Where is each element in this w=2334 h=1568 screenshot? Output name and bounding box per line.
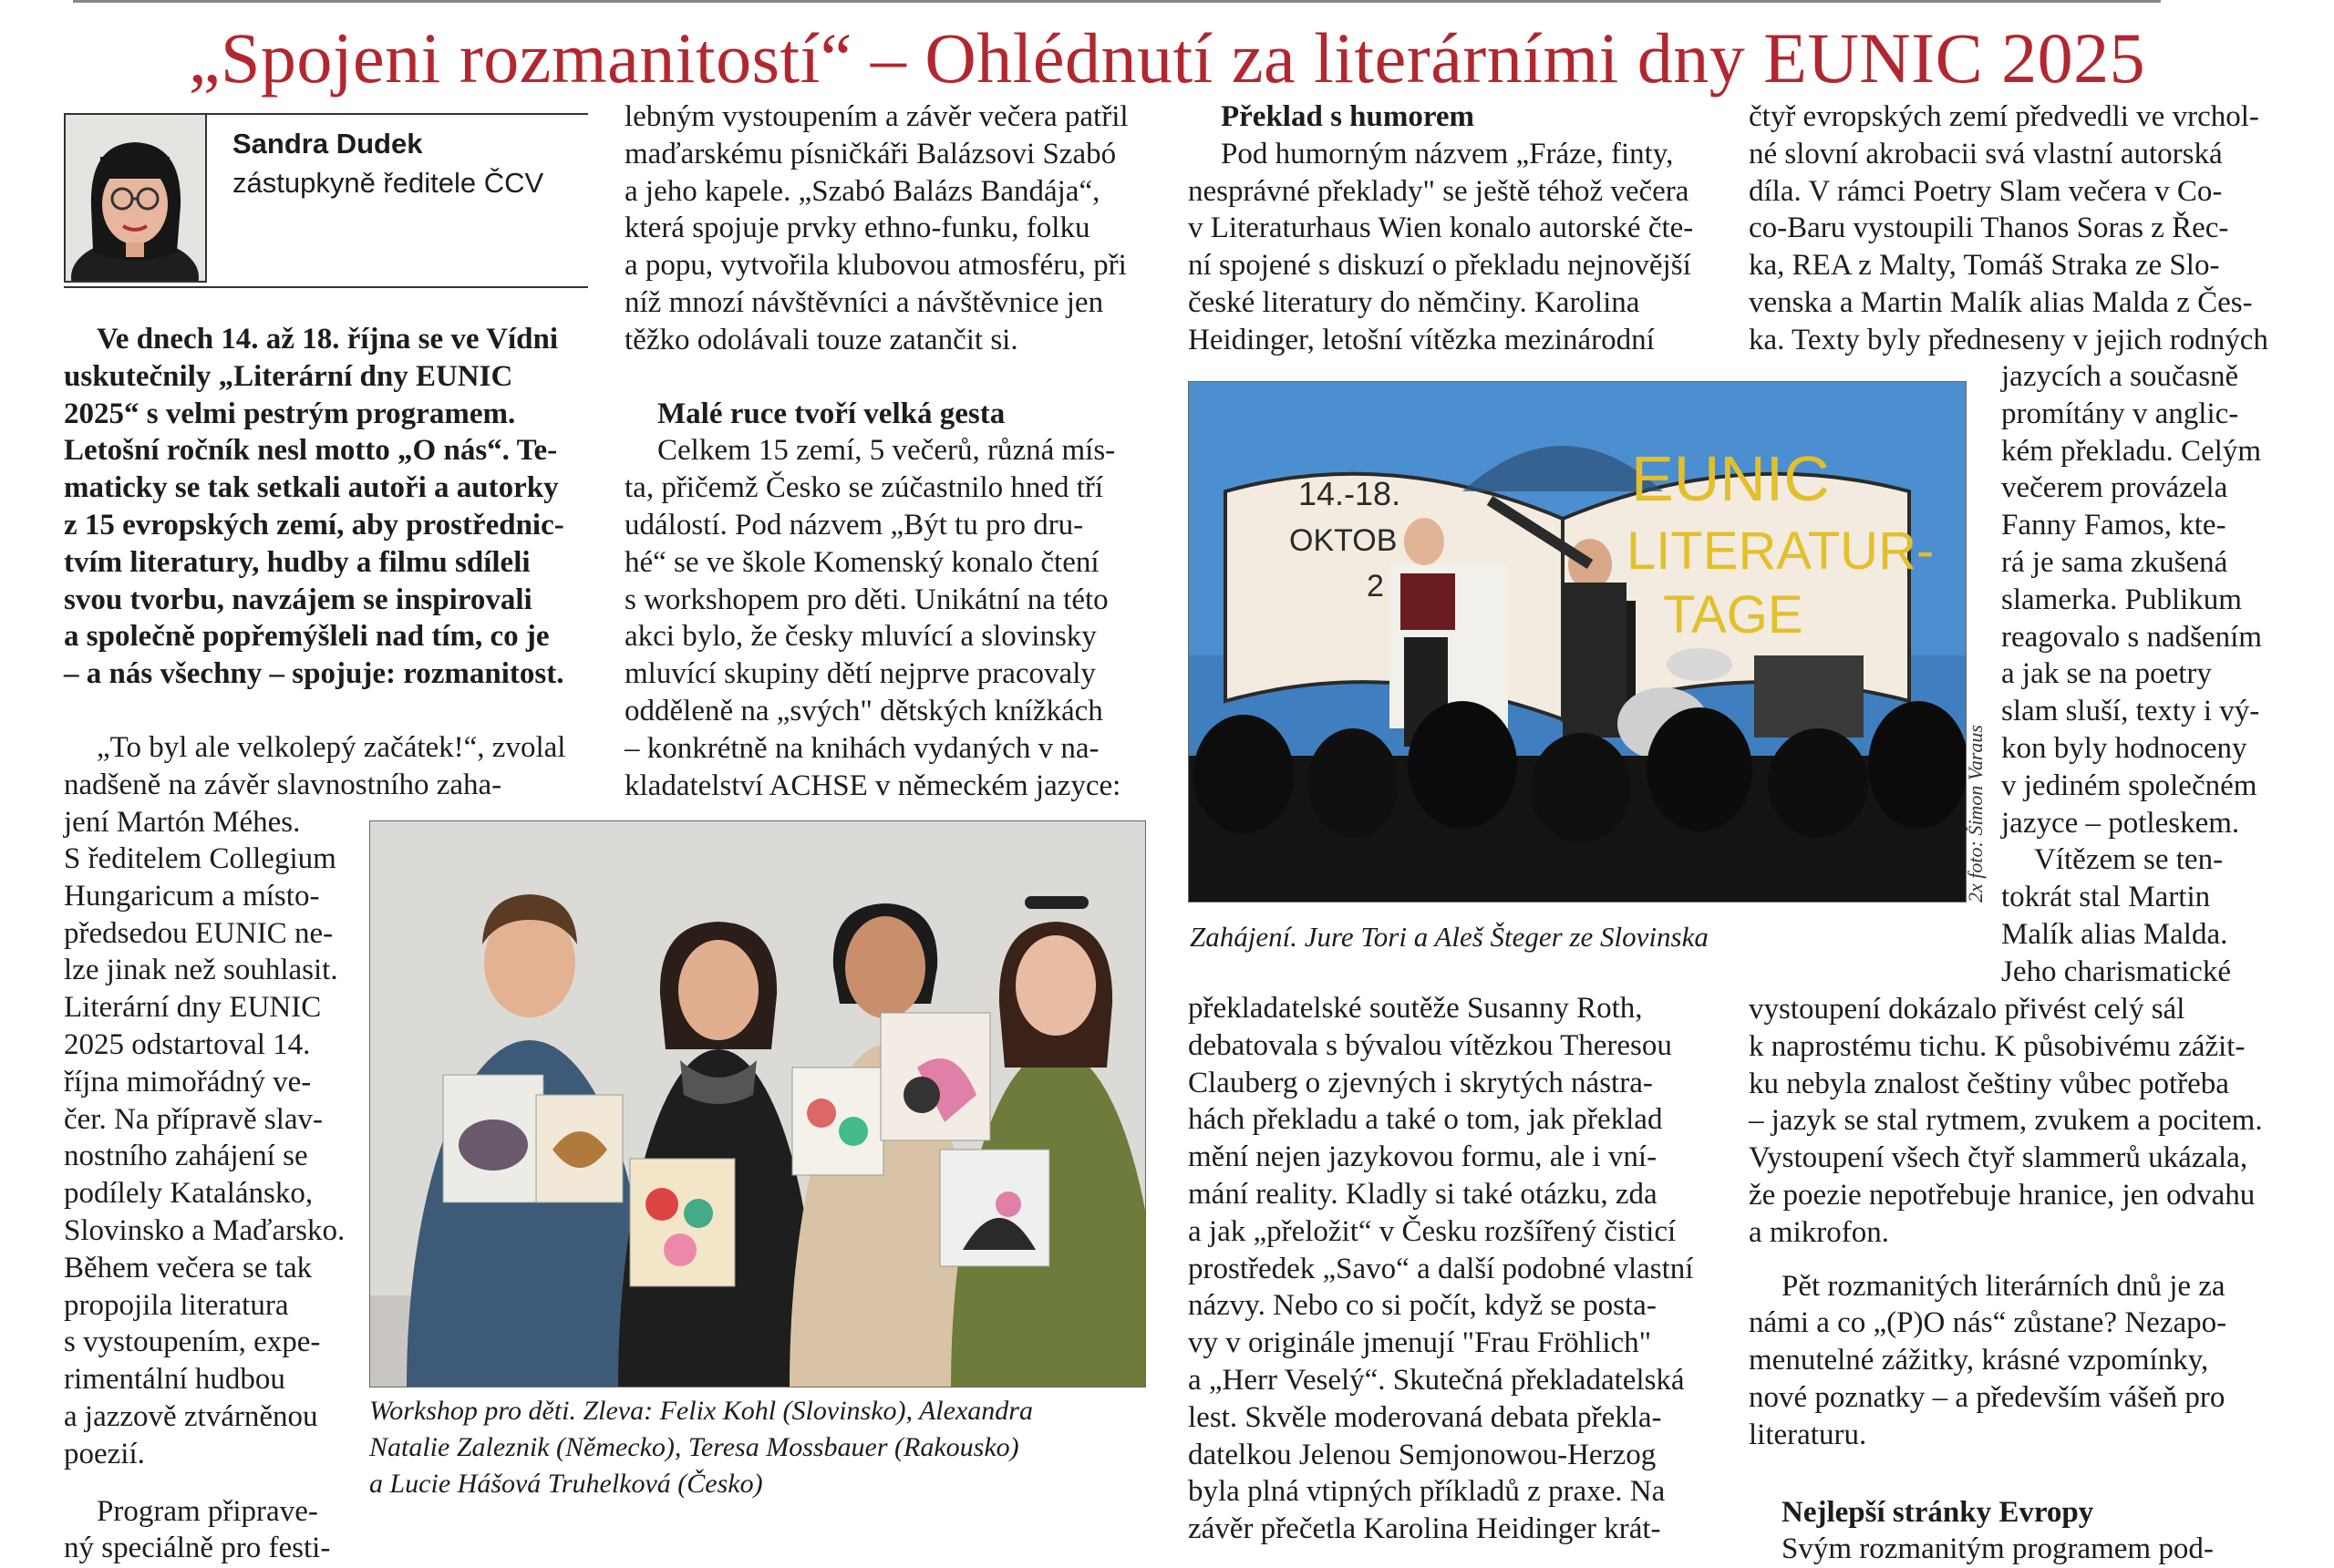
line: svou tvorbu, navzájem se inspirovali: [64, 583, 532, 616]
line: vystoupení dokázalo přivést celý sál: [1749, 993, 2185, 1026]
line: slamerka. Publikum: [2001, 583, 2242, 616]
line: lebným vystoupením a závěr večera patřil: [625, 100, 1129, 133]
body-paragraph: [1749, 991, 2270, 1568]
line: Jeho charismatické: [2001, 954, 2231, 988]
line: Během večera se tak: [64, 1251, 313, 1284]
line: čtyř evropských zemí předvedli ve vrchol-: [1749, 100, 2259, 133]
line: Literární dny EUNIC: [64, 991, 322, 1025]
line: hé“ se ve škole Komenský konalo čtení: [625, 545, 1100, 579]
line: jení Martón Méhes.: [64, 805, 301, 839]
line: Fanny Famos, kte-: [2001, 509, 2226, 542]
line: díla. V rámci Poetry Slam večera v Co-: [1749, 174, 2223, 208]
line: večerem provázela: [2001, 471, 2228, 505]
section-heading: Nejlepší stránky Evropy: [1781, 1495, 2094, 1529]
line: venska a Martin Malík alias Malda z Čes-: [1749, 285, 2253, 319]
line: podílely Katalánsko,: [64, 1177, 314, 1211]
line: k naprostému tichu. K působivému zážit-: [1749, 1029, 2246, 1063]
line: nadšeně na závěr slavnostního zaha-: [64, 768, 502, 801]
screen-logo: EUNIC: [1631, 443, 1830, 514]
line: Slovinsko a Maďarsko.: [64, 1213, 346, 1247]
line: debatovala s bývalou vítězkou Theresou: [1188, 1028, 1672, 1062]
line: 2025 odstartoval 14.: [64, 1027, 311, 1061]
line: Vystoupení všech čtyř slammerů ukázala,: [1749, 1141, 2248, 1175]
top-rule: [73, 0, 2161, 3]
line: Malík alias Malda.: [2001, 917, 2228, 951]
section-heading: Malé ruce tvoří velká gesta: [657, 397, 1006, 430]
line: menutelné zážitky, krásné vzpomínky,: [1749, 1344, 2209, 1377]
line: ta, přičemž Česko se zúčastnilo hned tří: [625, 471, 1104, 505]
line: byla plná vtipných příkladů z praxe. Na: [1188, 1475, 1666, 1509]
line: kladatelství ACHSE v německém jazyce:: [625, 769, 1121, 802]
screen-month: OKTOB: [1289, 523, 1398, 558]
line: české literatury do němčiny. Karolina: [1188, 285, 1640, 319]
line: mluvící skupiny dětí nejprve pracovaly: [625, 657, 1096, 691]
line: ku nebyla znalost češtiny vůbec potřeba: [1749, 1067, 2229, 1100]
body-paragraph: [625, 98, 1146, 804]
line: s workshopem pro děti. Unikátní na této: [625, 583, 1109, 616]
stage-photo: [1188, 381, 1967, 903]
line: Svým rozmanitým programem pod-: [1781, 1532, 2214, 1566]
line: že poezie nepotřebuje hranice, jen odvahu: [1749, 1178, 2256, 1212]
line: 2025“ s velmi pestrým programem.: [64, 397, 516, 430]
section-heading: Překlad s humorem: [1221, 100, 1475, 133]
line: těžko odolávali touze zatančit si.: [625, 323, 1018, 356]
line: Celkem 15 zemí, 5 večerů, různá mís-: [657, 434, 1116, 468]
line: Letošní ročník nesl motto „O nás“. Te-: [64, 434, 558, 468]
line: jazycích a současně: [2001, 360, 2239, 393]
line: nové poznatky – a především vášeň pro: [1749, 1380, 2226, 1414]
line: Heidinger, letošní vítězka mezinárodní: [1188, 323, 1655, 356]
author-name: Sandra Dudek: [232, 128, 423, 160]
caption-line: Natalie Zaleznik (Německo), Teresa Mossbauer (Rakousko): [369, 1432, 1019, 1462]
line: tokrát stal Martin: [2001, 881, 2211, 914]
line: v Literaturhaus Wien konalo autorské čte-: [1188, 211, 1694, 245]
workshop-caption: [369, 1393, 1146, 1502]
line: a jak „přeložit“ v Česku rozšířený čisticí: [1188, 1214, 1677, 1248]
line: slam sluší, texty i vý-: [2001, 695, 2260, 728]
line: reagovalo s nadšením: [2001, 620, 2262, 654]
line: – a nás všechny – spojuje: rozmanitost.: [64, 657, 564, 691]
photo-credit-text: 2x foto: Šimon Varaus: [1964, 725, 1987, 903]
line: maďarskému písničkáři Balázsovi Szabó: [625, 137, 1117, 170]
line: ný speciálně pro festi-: [64, 1532, 331, 1565]
line: datelkou Jelenou Semjonowou-Herzog: [1188, 1438, 1657, 1471]
line: odděleně na „svých" dětských knížkách: [625, 694, 1103, 727]
line: Pět rozmanitých literárních dnů je za: [1781, 1269, 2226, 1303]
line: názvy. Nebo co si počít, když se posta-: [1188, 1289, 1657, 1323]
line: literaturu.: [1749, 1418, 1867, 1451]
line: října mimořádný ve-: [64, 1065, 312, 1099]
workshop-photo: [369, 820, 1146, 1387]
line: – jazyk se stal rytmem, zvukem a pocitem.: [1749, 1104, 2263, 1138]
line: předsedou EUNIC ne-: [64, 916, 334, 950]
line: mání reality. Kladly si také otázku, zda: [1188, 1177, 1658, 1211]
line: Pod humorným názvem „Fráze, finty,: [1221, 137, 1674, 170]
line: „To byl ale velkolepý začátek!“, zvolal: [97, 731, 566, 764]
line: né slovní akrobacii svá vlastní autorská: [1749, 137, 2223, 170]
line: v jediném společném: [2001, 769, 2257, 802]
body-paragraph: [1749, 98, 2270, 359]
body-paragraph: [1188, 98, 1706, 359]
author-photo: [64, 113, 207, 283]
body-paragraph: [1188, 990, 1706, 1548]
line: Vítězem se ten-: [2034, 843, 2224, 877]
line: mění nejen jazykovou formu, ale i vní-: [1188, 1140, 1658, 1174]
line: čer. Na přípravě slav-: [64, 1102, 324, 1136]
line: co-Baru vystoupili Thanos Soras z Řec-: [1749, 211, 2229, 245]
line: rimentální hudbou: [64, 1363, 285, 1397]
line: prostředek „Savo“ a další podobné vlastní: [1188, 1252, 1694, 1285]
screen-year: 2: [1367, 569, 1384, 603]
line: a mikrofon.: [1749, 1215, 1889, 1249]
line: Clauberg o zjevných i skrytých nástra-: [1188, 1066, 1653, 1099]
photo-credit: [1958, 711, 1995, 903]
line: kém překladu. Celým: [2001, 434, 2262, 468]
line: uskutečnily „Literární dny EUNIC: [64, 359, 513, 393]
line: a „Herr Veselý“. Skutečná překladatelská: [1188, 1363, 1685, 1397]
line: tvím literatury, hudby a filmu sdíleli: [64, 545, 531, 579]
line: s vystoupením, expe-: [64, 1326, 321, 1359]
line: ka. Texty byly předneseny v jejich rodných: [1749, 323, 2268, 356]
line: ka, REA z Malty, Tomáš Straka ze Slo-: [1749, 249, 2220, 283]
line: a společně popřemýšleli nad tím, co je: [64, 620, 550, 654]
line: lest. Skvěle moderovaná debata překla-: [1188, 1400, 1662, 1434]
line: ní spojené s diskuzí o překladu nejnovější: [1188, 249, 1691, 283]
line: a jak se na poetry: [2001, 657, 2212, 691]
line: propojila literatura: [64, 1288, 289, 1322]
line: závěr přečetla Karolina Heidinger krát-: [1188, 1512, 1661, 1546]
line: jazyce – potleskem.: [2001, 806, 2240, 840]
line: nostního zahájení se: [64, 1140, 308, 1173]
screen-logo: TAGE: [1663, 585, 1803, 645]
line: z 15 evropských zemí, aby prostřednic-: [64, 508, 564, 542]
line: hách překladu a také o tom, jak překlad: [1188, 1103, 1663, 1137]
caption-line: a Lucie Hášová Truhelková (Česko): [369, 1469, 763, 1499]
line: a popu, vytvořila klubovou atmosféru, při: [625, 249, 1127, 283]
line: Ve dnech 14. až 18. října se ve Vídni: [97, 323, 559, 356]
screen-date: 14.-18.: [1298, 475, 1401, 512]
stage-caption: Zahájení. Jure Tori a Aleš Šteger ze Slovinska: [1190, 921, 1709, 953]
page-headline: „Spojeni rozmanitostí“ – Ohlédnutí za literárními dny EUNIC 2025: [188, 18, 2146, 98]
body-paragraph: [2001, 358, 2270, 991]
line: promítány v anglic-: [2001, 397, 2239, 430]
line: nesprávné překlady" se ještě téhož večera: [1188, 174, 1689, 208]
line: lze jinak než souhlasit.: [64, 954, 338, 987]
line: a jazzově ztvárněnou: [64, 1399, 318, 1433]
line: kon byly hodnoceny: [2001, 731, 2247, 765]
screen-logo: LITERATUR-: [1627, 521, 1935, 581]
line: akci bylo, že česky mluvící a slovinsky: [625, 620, 1097, 654]
line: Hungaricum a místo-: [64, 879, 320, 913]
line: událostí. Pod názvem „Být tu pro dru-: [625, 508, 1084, 542]
lead-paragraph: [64, 321, 588, 693]
line: překladatelské soutěže Susanny Roth,: [1188, 992, 1643, 1025]
line: a jeho kapele. „Szabó Balázs Bandája“,: [625, 174, 1100, 208]
body-paragraph: [64, 841, 346, 1567]
line: vy v originále jmenují "Frau Fröhlich": [1188, 1326, 1652, 1360]
line: – konkrétně na knihách vydaných v na-: [625, 731, 1100, 765]
line: níž mnozí návštěvníci a návštěvnice jen: [625, 285, 1104, 319]
line: námi a co „(P)O nás“ zůstane? Nezapo-: [1749, 1306, 2227, 1340]
line: maticky se tak setkali autoři a autorky: [64, 471, 559, 505]
caption-line: Workshop pro děti. Zleva: Felix Kohl (Slovinsko), Alexandra: [369, 1396, 1033, 1426]
line: rá je sama zkušená: [2001, 545, 2228, 579]
line: S ředitelem Collegium: [64, 842, 336, 875]
author-role: zástupkyně ředitele ČCV: [232, 167, 544, 199]
line: která spojuje prvky ethno-funku, folku: [625, 211, 1090, 245]
line: Program připrave-: [97, 1494, 318, 1528]
line: poezií.: [64, 1437, 145, 1470]
